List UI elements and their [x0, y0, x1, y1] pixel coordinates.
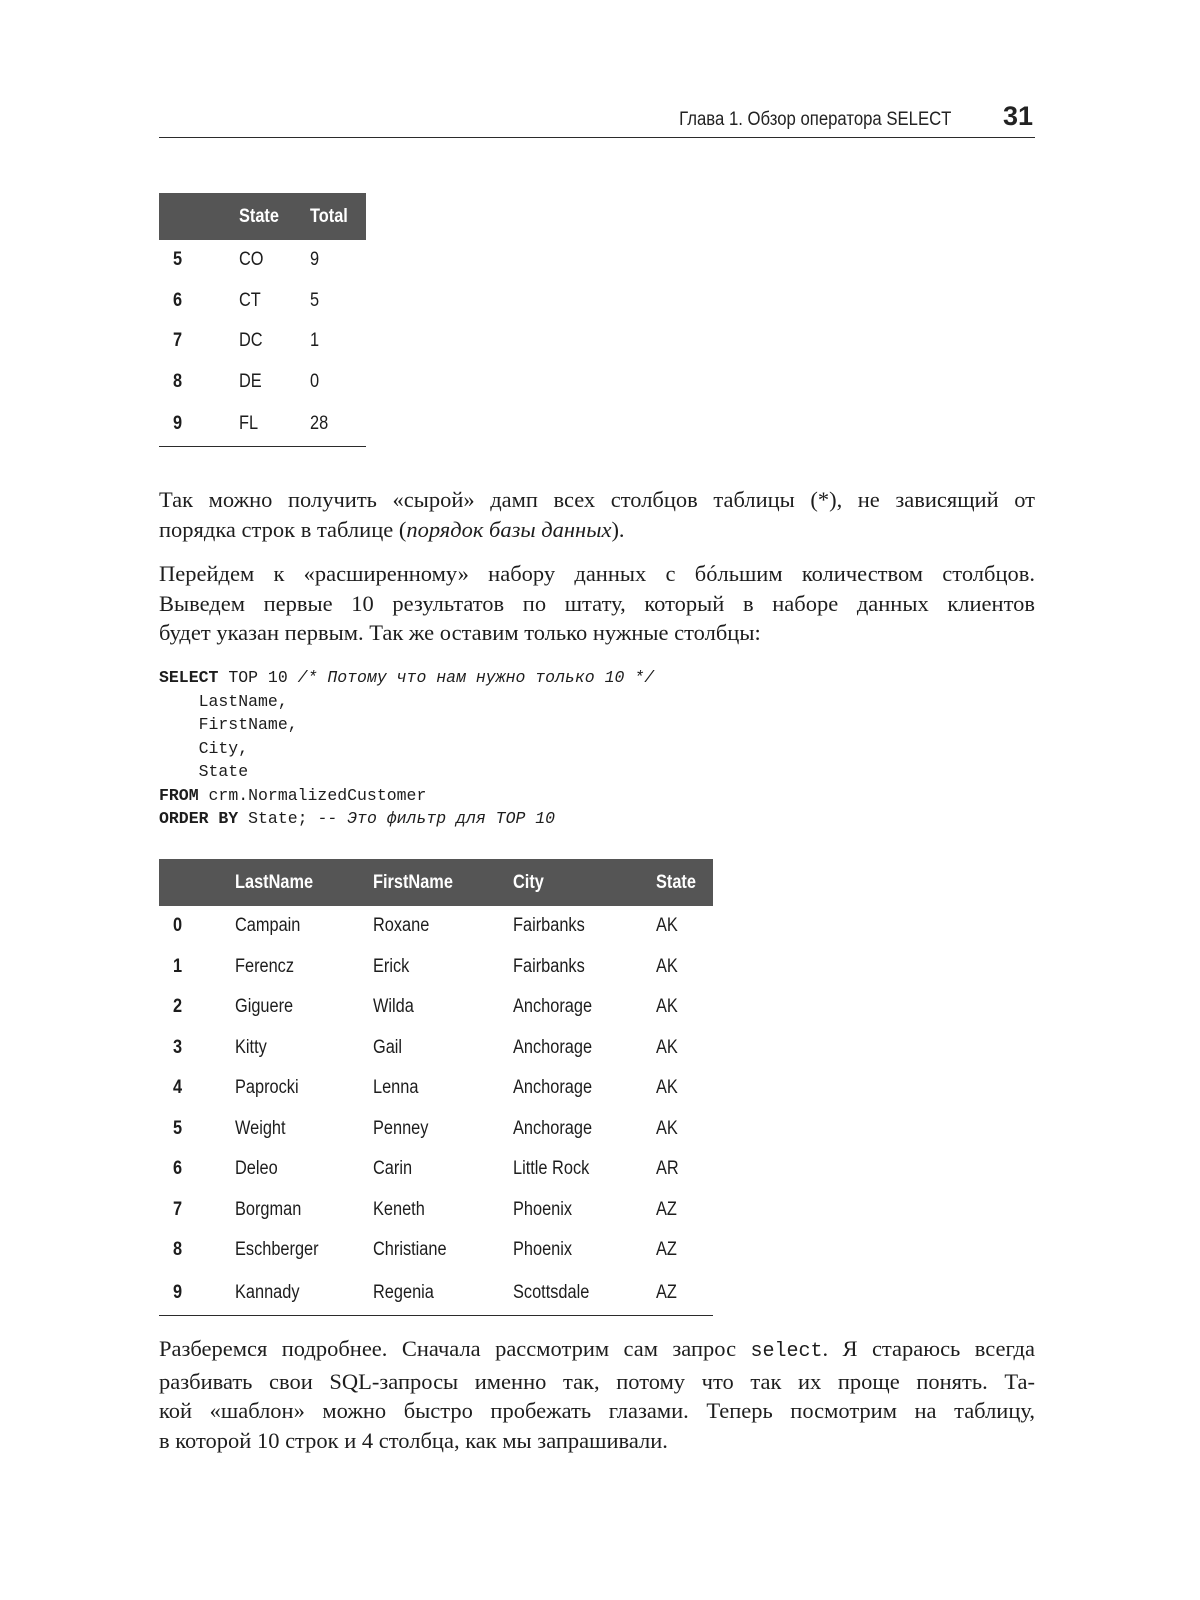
row-index: 6 [173, 1158, 183, 1180]
row-index: 8 [173, 370, 183, 392]
total-cell: 0 [310, 370, 320, 392]
state-cell: DC [239, 330, 263, 352]
column-header-lastname: LastName [235, 859, 373, 906]
paragraph-extended-dataset [159, 559, 1035, 648]
code-line: LastName, [159, 691, 288, 711]
table-row [159, 947, 713, 988]
city-cell: Anchorage [513, 1117, 593, 1139]
state-cell: CT [239, 289, 261, 311]
row-index: 3 [173, 1036, 183, 1058]
table-row [159, 1190, 713, 1231]
city-cell: Anchorage [513, 996, 593, 1018]
code-line: City, [159, 738, 249, 758]
row-index: 6 [173, 289, 183, 311]
code-line: State [159, 762, 249, 781]
table-header-row [159, 859, 713, 906]
row-index: 2 [173, 996, 183, 1018]
chapter-title: Глава 1. Обзор оператора SELECT [678, 109, 951, 130]
total-cell: 5 [310, 289, 320, 311]
row-index: 5 [173, 1117, 183, 1139]
customer-table [159, 859, 713, 1316]
state-cell: AZ [656, 1239, 677, 1261]
firstname-cell: Erick [373, 955, 410, 977]
city-cell: Anchorage [513, 1036, 593, 1058]
firstname-cell: Carin [373, 1158, 413, 1180]
state-cell: AK [656, 1117, 678, 1139]
firstname-cell: Christiane [373, 1239, 447, 1261]
state-cell: AK [656, 915, 678, 937]
customer-table-body [159, 906, 713, 1315]
row-index: 0 [173, 915, 183, 937]
column-header-index [159, 859, 235, 906]
column-header-state: State [239, 193, 310, 240]
row-index: 7 [173, 1198, 183, 1220]
text-line: Перейдем к «расширенному» набору данных с бóльшим количеством столбцов. [159, 561, 1035, 586]
city-cell: Fairbanks [513, 955, 585, 977]
table-row [159, 906, 713, 947]
lastname-cell: Kitty [235, 1036, 267, 1058]
column-header-index [159, 193, 239, 240]
code-line: FROM crm.NormalizedCustomer [159, 785, 427, 805]
firstname-cell: Gail [373, 1036, 403, 1058]
city-cell: Phoenix [513, 1239, 573, 1261]
state-total-table [159, 193, 366, 447]
city-cell: Little Rock [513, 1158, 590, 1180]
state-cell: DE [239, 370, 262, 392]
city-cell: Anchorage [513, 1077, 593, 1099]
state-cell: AK [656, 1036, 678, 1058]
state-cell: AZ [656, 1198, 677, 1220]
row-index: 4 [173, 1077, 183, 1099]
code-line: SELECT TOP 10 /* Потому что нам нужно только 10 */ [159, 668, 655, 687]
state-cell: AK [656, 955, 678, 977]
text-line: Разберемся подробнее. Сначала рассмотрим сам запрос select. Я стараюсь всегда [159, 1336, 1035, 1363]
city-cell: Scottsdale [513, 1281, 590, 1303]
lastname-cell: Deleo [235, 1158, 278, 1180]
lastname-cell: Weight [235, 1117, 286, 1139]
row-index: 7 [173, 330, 183, 352]
book-page [159, 0, 1035, 1600]
firstname-cell: Penney [373, 1117, 429, 1139]
table-row [159, 1271, 713, 1316]
sql-code-block [159, 666, 654, 831]
row-index: 9 [173, 1281, 183, 1303]
table-row [159, 1109, 713, 1150]
city-cell: Fairbanks [513, 915, 585, 937]
total-cell: 28 [310, 413, 329, 434]
total-cell: 1 [310, 330, 320, 352]
lastname-cell: Campain [235, 915, 301, 937]
page-number: 31 [1002, 101, 1033, 131]
lastname-cell: Paprocki [235, 1077, 299, 1099]
firstname-cell: Lenna [373, 1077, 419, 1099]
table-row [159, 240, 366, 281]
lastname-cell: Kannady [235, 1281, 300, 1303]
lastname-cell: Ferencz [235, 955, 295, 977]
firstname-cell: Keneth [373, 1198, 425, 1220]
text-line: кой «шаблон» можно быстро пробежать глазами. Теперь посмотрим на таблицу, [159, 1398, 1035, 1423]
row-index: 9 [173, 413, 183, 434]
lastname-cell: Eschberger [235, 1239, 319, 1261]
city-cell: Phoenix [513, 1198, 573, 1220]
italic-term: порядок базы данных [406, 516, 612, 542]
table-row [159, 321, 366, 362]
table-row [159, 281, 366, 322]
table-row [159, 402, 366, 447]
text-line: разбивать свои SQL-запросы именно так, потому что так их проще понять. Та- [159, 1368, 1035, 1394]
total-cell: 9 [310, 249, 320, 271]
column-header-firstname: FirstName [373, 859, 513, 906]
state-cell: AZ [656, 1281, 677, 1303]
state-cell: AK [656, 1077, 678, 1099]
firstname-cell: Roxane [373, 915, 430, 937]
table-row [159, 362, 366, 403]
state-cell: AR [656, 1158, 679, 1180]
table-row [159, 1149, 713, 1190]
state-cell: AK [656, 996, 678, 1018]
firstname-cell: Wilda [373, 996, 414, 1018]
row-index: 8 [173, 1239, 183, 1261]
text-line: порядка строк в таблице (порядок базы данных). [159, 516, 625, 542]
text-line: будет указан первым. Так же оставим только нужные столбцы: [159, 620, 761, 645]
table-header-row [159, 193, 366, 240]
state-cell: CO [239, 249, 264, 271]
state-cell: FL [239, 413, 259, 434]
lastname-cell: Borgman [235, 1198, 302, 1220]
lastname-cell: Giguere [235, 996, 294, 1018]
table-row [159, 987, 713, 1028]
table-row [159, 1028, 713, 1069]
inline-code: select [750, 1340, 823, 1363]
paragraph-raw-dump [159, 485, 1035, 544]
column-header-city: City [513, 859, 656, 906]
table-row [159, 1230, 713, 1271]
paragraph-analysis [159, 1334, 1035, 1455]
column-header-total: Total [310, 193, 366, 240]
row-index: 5 [173, 249, 183, 271]
column-header-state: State [656, 859, 713, 906]
text-line: в которой 10 строк и 4 столбца, как мы запрашивали. [159, 1427, 668, 1453]
firstname-cell: Regenia [373, 1281, 434, 1303]
table-row [159, 1068, 713, 1109]
text-line: Так можно получить «сырой» дамп всех столбцов таблицы (*), не зависящий от [159, 487, 1035, 512]
row-index: 1 [173, 955, 183, 977]
code-line: ORDER BY State; -- Это фильтр для TOP 10 [159, 809, 556, 828]
text-line: Выведем первые 10 результатов по штату, который в наборе данных клиентов [159, 590, 1035, 616]
page-header [159, 103, 1035, 138]
code-line: FirstName, [159, 715, 298, 734]
